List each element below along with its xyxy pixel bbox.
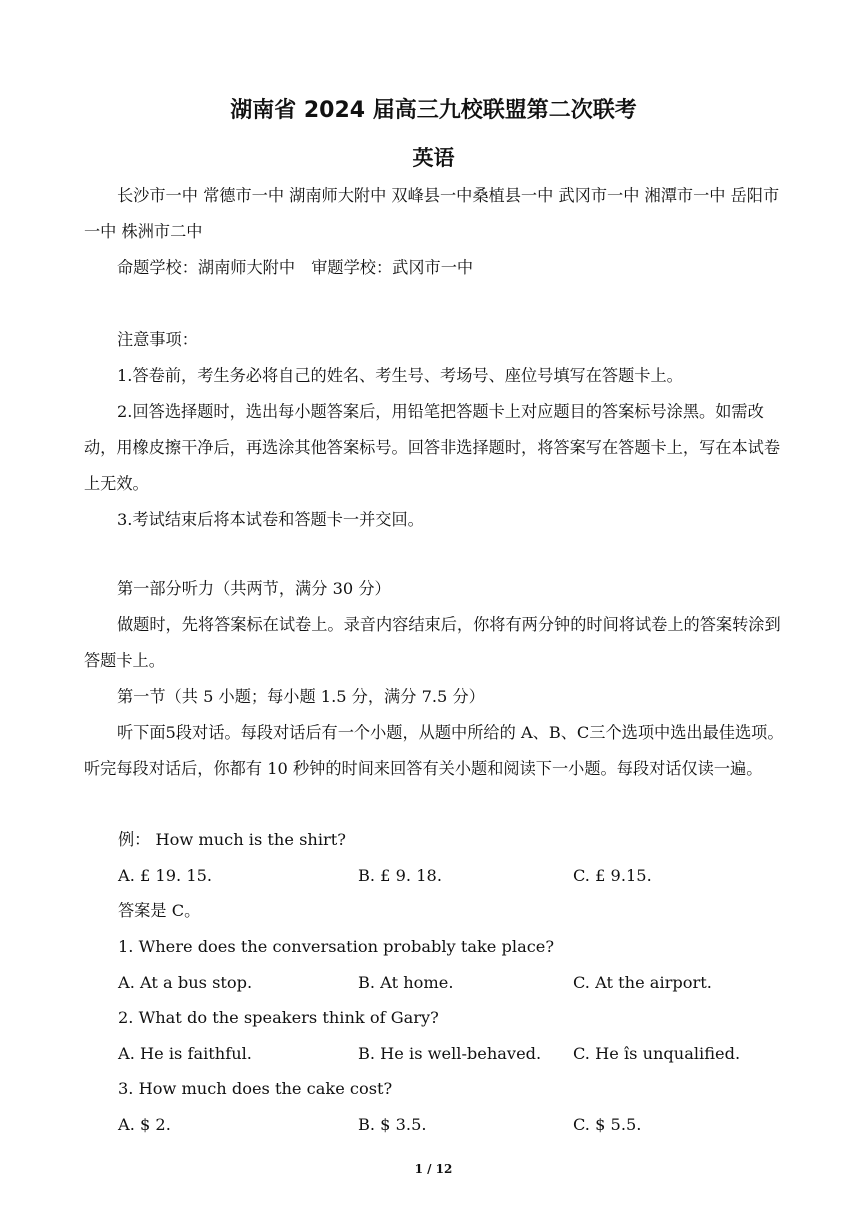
exam-title: 湖南省 2024 届高三九校联盟第二次联考 — [230, 98, 637, 123]
question-2-option-c: C. He îs unqualified. — [573, 1044, 741, 1063]
example-answer: 答案是 C。 — [118, 901, 201, 920]
question-1: 1. Where does the conversation probably take place? — [118, 937, 555, 956]
notice-item: 3.考试结束后将本试卷和答题卡一并交回。 — [117, 510, 424, 529]
question-3-option-c: C. $ 5.5. — [573, 1115, 642, 1134]
question-3-option-a: A. $ 2. — [118, 1115, 171, 1134]
notice-item: 1.答卷前，考生务必将自己的姓名、考生号、考场号、座位号填写在答题卡上。 — [117, 366, 683, 385]
subject-title: 英语 — [412, 146, 455, 170]
page-number: 1 / 12 — [414, 1162, 453, 1176]
question-1-option-a: A. At a bus stop. — [118, 973, 253, 992]
question-3-option-b: B. $ 3.5. — [358, 1115, 427, 1134]
example-option-a: A. £ 19. 15. — [118, 866, 213, 885]
section-heading: 第一节（共 5 小题；每小题 1.5 分，满分 7.5 分） — [117, 687, 485, 706]
question-1-option-c: C. At the airport. — [573, 973, 712, 992]
question-2-option-a: A. He is faithful. — [118, 1044, 252, 1063]
notice-item: 2.回答选择题时，选出每小题答案后，用铅笔把答题卡上对应题目的答案标号涂黑。如需改动，用橡皮擦干净后，再选涂其他答案标号。回答非选择题时，将答案写在答题卡上，写在本试卷上无效。 — [84, 402, 781, 493]
question-2-option-b: B. He is well-behaved. — [358, 1044, 542, 1063]
example-option-c: C. £ 9.15. — [573, 866, 652, 885]
schools-list: 长沙市一中 常德市一中 湖南师大附中 双峰县一中桑植县一中 武冈市一中 湘潭市一中 岳阳市一中 株洲市二中 — [84, 186, 780, 241]
part-heading: 第一部分听力（共两节，满分 30 分） — [117, 579, 391, 598]
section-instruction: 听下面5段对话。每段对话后有一个小题，从题中所给的 A、B、C三个选项中选出最佳选项。听完每段对话后，你都有 10 秒钟的时间来回答有关小题和阅读下一小题。每段对话仅读一遍。 — [84, 723, 784, 778]
question-2: 2. What do the speakers think of Gary? — [118, 1008, 439, 1027]
example-question: 例： How much is the shirt? — [118, 830, 346, 849]
part-instruction: 做题时，先将答案标在试卷上。录音内容结束后，你将有两分钟的时间将试卷上的答案转涂到答题卡上。 — [84, 615, 781, 670]
question-1-option-b: B. At home. — [358, 973, 454, 992]
notice-heading: 注意事项： — [117, 330, 198, 349]
question-3: 3. How much does the cake cost? — [118, 1079, 393, 1098]
setters-line: 命题学校：湖南师大附中 审题学校：武冈市一中 — [117, 258, 474, 277]
example-option-b: B. £ 9. 18. — [358, 866, 442, 885]
